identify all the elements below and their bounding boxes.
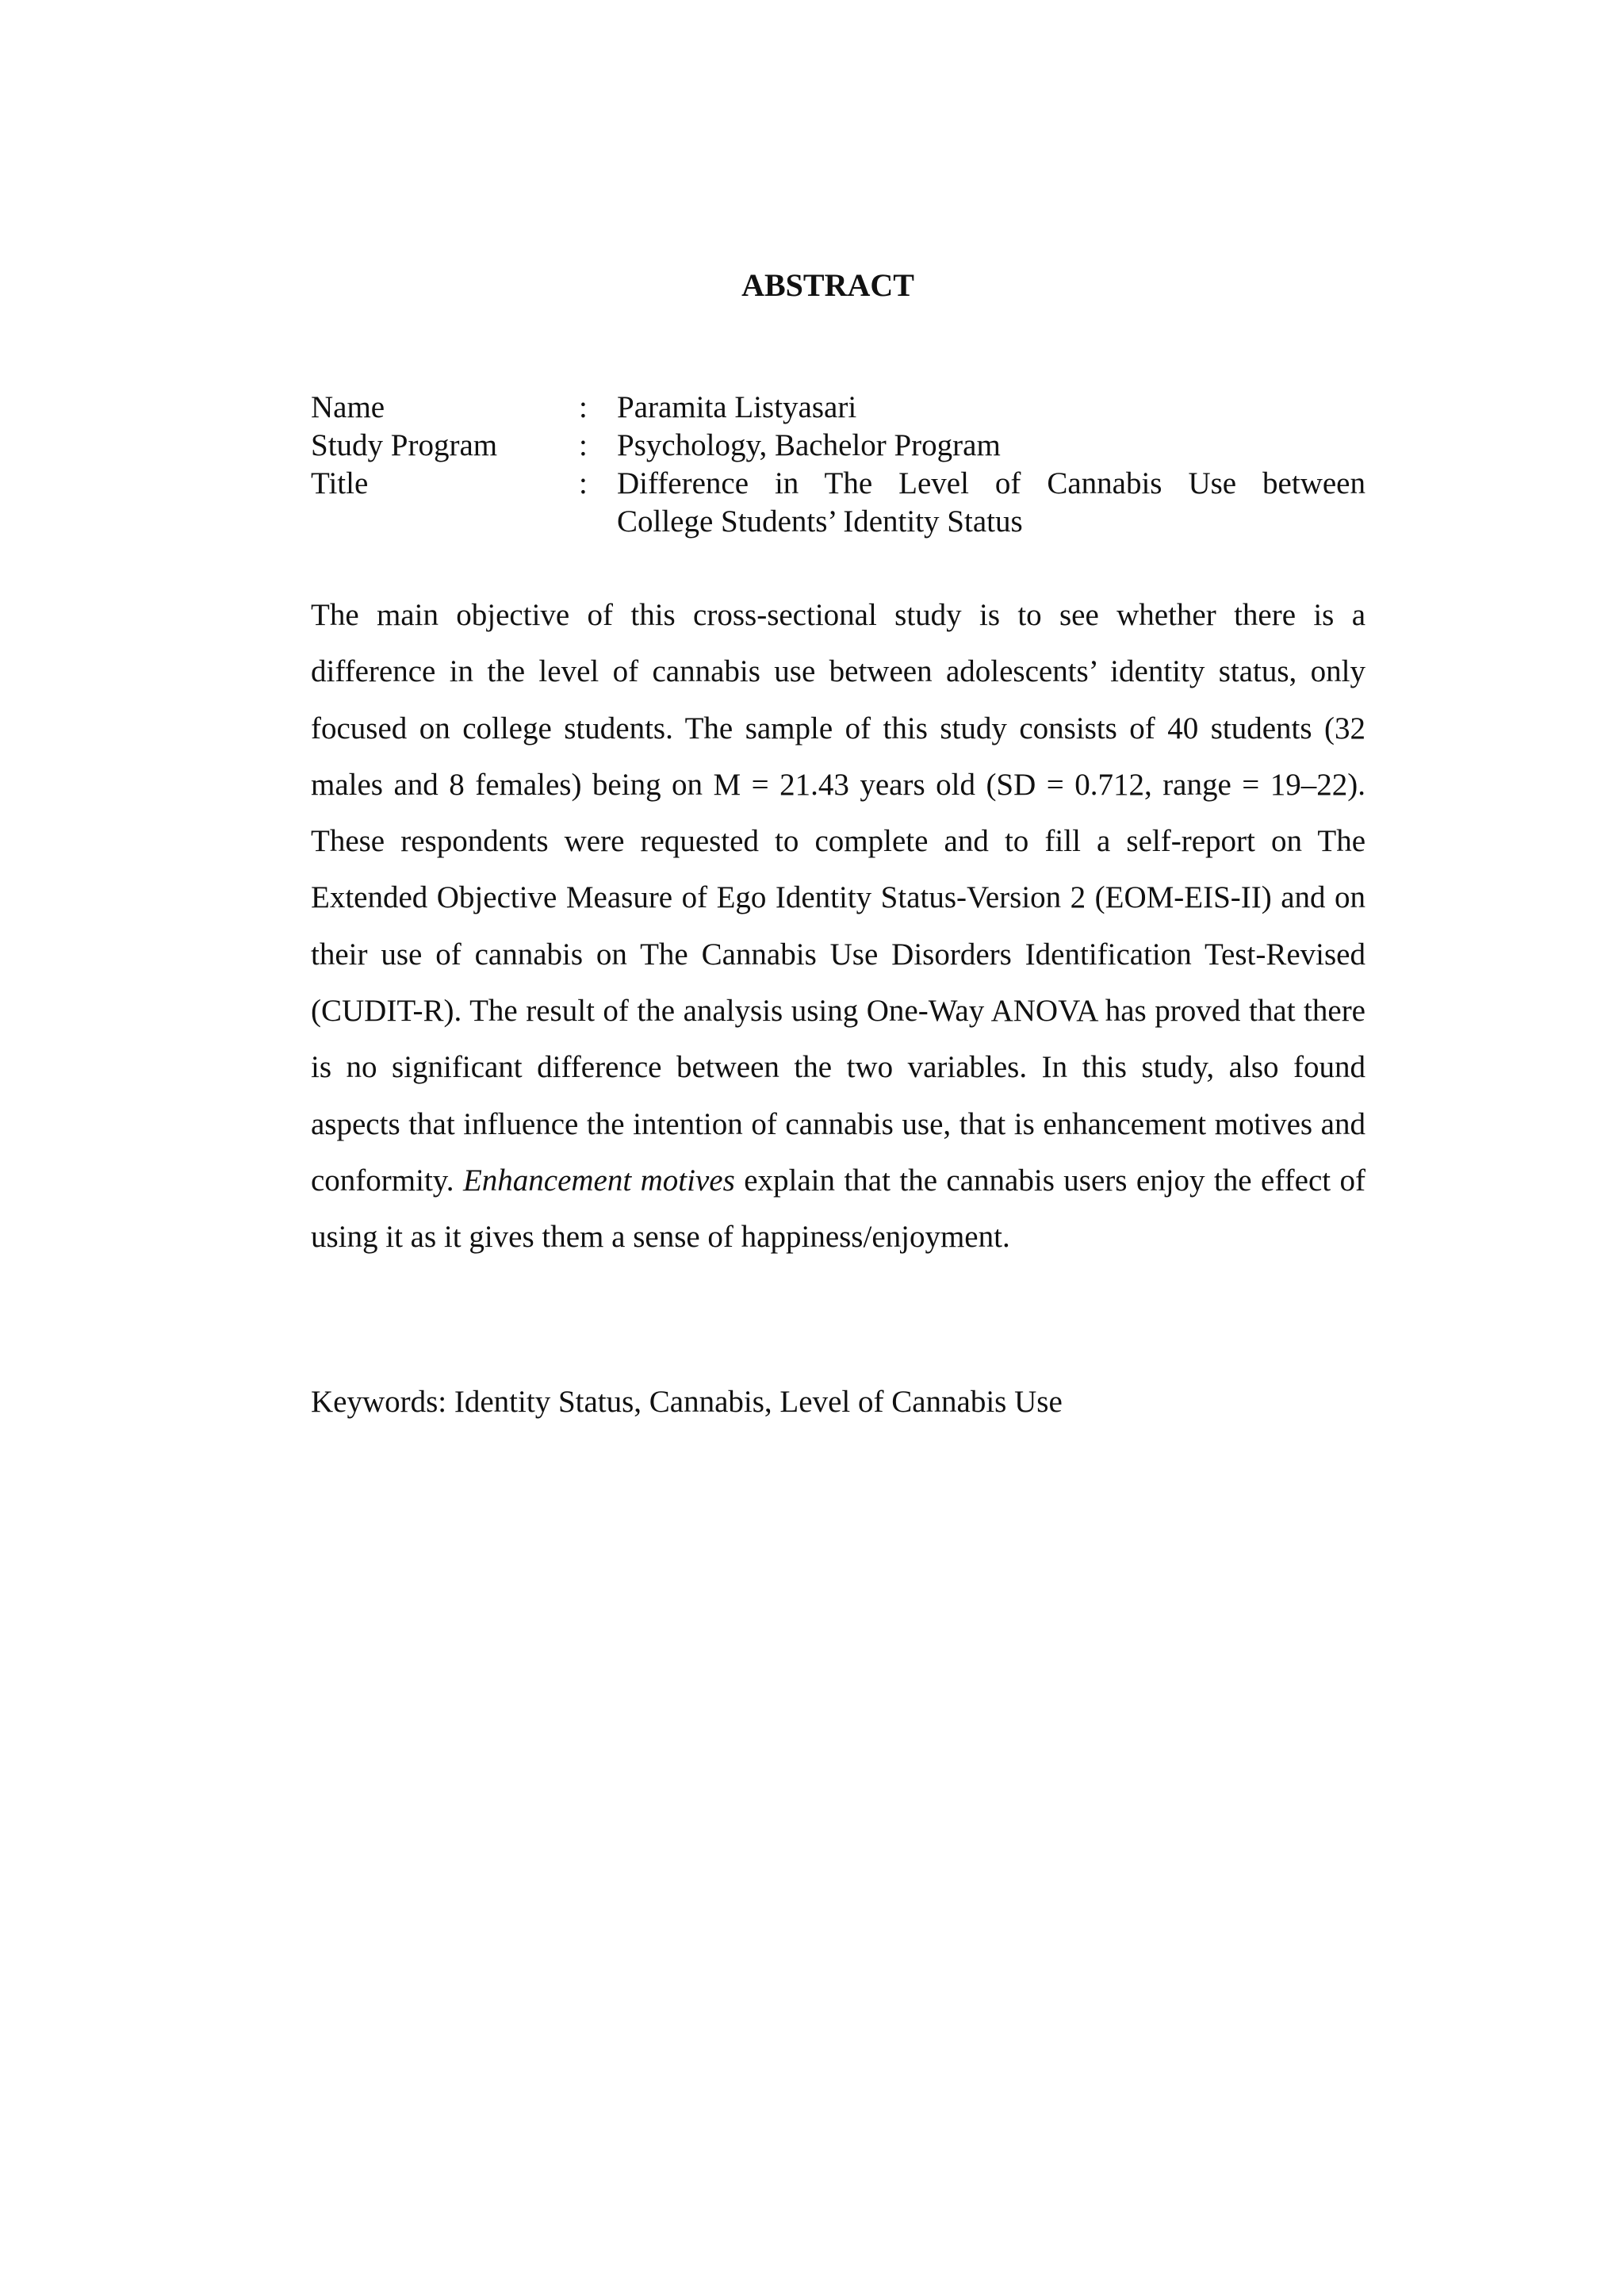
abstract-text-part1: The main objective of this cross-sectional study is to see whether there is a difference in the level of cannabis use between adolescents’ identity status, only focused on college students. The sample of this study consists of 40 students (32 males and 8 females) being on M = 21.43 years old (SD = 0.712, range = 19–22). These respondents were requested to complete and to fill a self-report on The Extended Objective Measure of Ego Identity Status-Version 2 (EOM-EIS-II) and on their use of cannabis on The Cannabis Use Disorders Identification Test-Revised (CUDIT-R). The result of the analysis using One-Way ANOVA has proved that there is no significant difference between the two variables. In this study, also found aspects that influence the intention of cannabis use, that is enhancement motives and conformity. [311, 598, 1365, 1198]
title-value-line2: College Students’ Identity Status [617, 504, 1023, 539]
program-label: Study Program [311, 428, 498, 462]
program-separator: : [579, 428, 588, 462]
abstract-italic-term: Enhancement motives [462, 1163, 735, 1198]
title-value-line1: Difference in The Level of Cannabis Use between [617, 466, 1365, 500]
keywords-line: Keywords: Identity Status, Cannabis, Level of Cannabis Use [311, 1385, 1063, 1419]
name-separator: : [579, 390, 588, 424]
meta-row-name [311, 389, 1365, 427]
abstract-heading: ABSTRACT [741, 267, 914, 303]
title-separator: : [579, 466, 588, 500]
meta-row-title [311, 465, 1365, 541]
abstract-paragraph [311, 587, 1365, 1266]
program-value: Psychology, Bachelor Program [617, 428, 1001, 462]
meta-row-program [311, 427, 1365, 465]
title-label: Title [311, 466, 369, 500]
name-label: Name [311, 390, 385, 424]
title-value [617, 465, 1365, 541]
abstract-text-part2: explain that the cannabis users enjoy the effect of using it as it gives them a sense of happiness/enjoyment. [311, 1163, 1366, 1255]
metadata-block [311, 389, 1365, 541]
name-value: Paramita Listyasari [617, 390, 857, 424]
